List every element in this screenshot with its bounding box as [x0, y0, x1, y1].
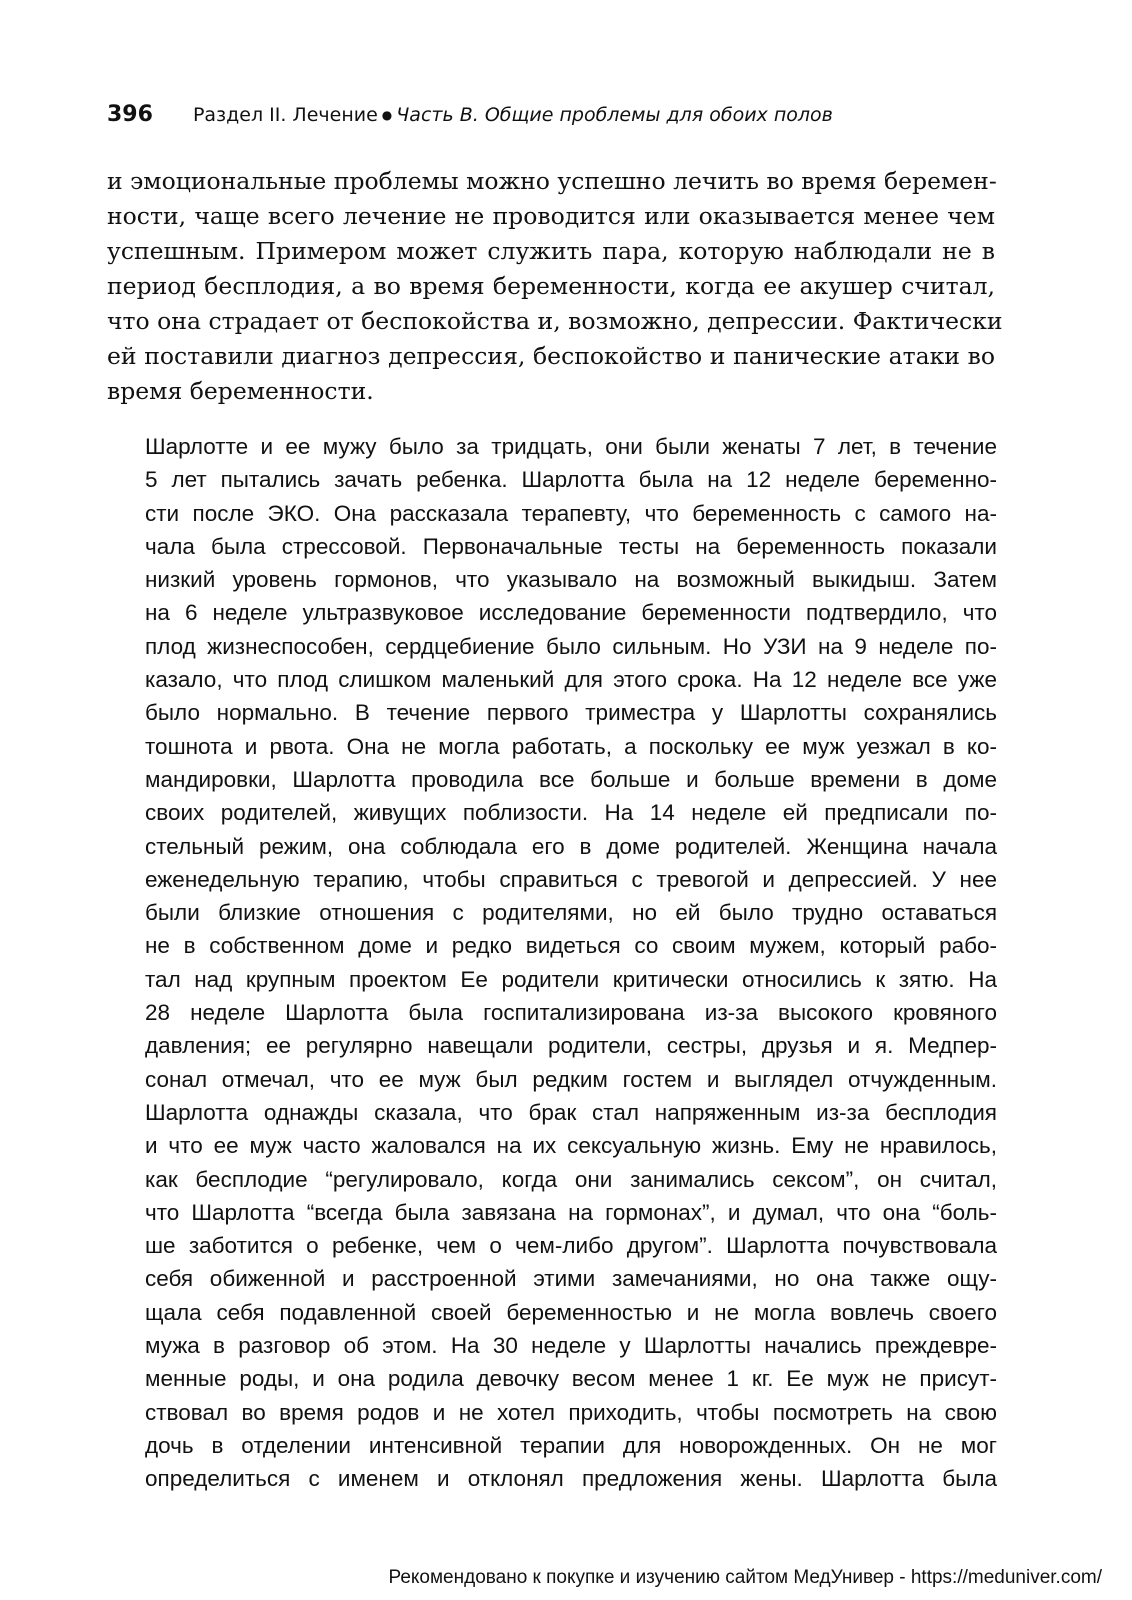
case-text-line: Шарлотта однажды сказала, что брак стал напряженным из-за бесплодия — [145, 1099, 997, 1125]
case-text-line: дочь в отделении интенсивной терапии для новорожденных. Он не мог — [145, 1432, 997, 1458]
case-text-line: как бесплодие “регулировало, когда они занимались сексом”, он считал, — [145, 1166, 997, 1192]
case-text-line: тошнота и рвота. Она не могла работать, а поскольку ее муж уезжал в ко- — [145, 733, 997, 759]
header-separator-icon: ● — [381, 108, 393, 122]
case-text-line: было нормально. В течение первого триместра у Шарлотты сохранялись — [145, 700, 997, 726]
running-header — [107, 100, 1007, 132]
intro-paragraph — [107, 164, 1003, 409]
case-text-line: тал над крупным проектом Ее родители критически относились к зятю. На — [145, 966, 997, 992]
intro-text-line: ей поставили диагноз депрессия, беспокойство и панические атаки во — [107, 342, 995, 370]
case-text-line: себя обиженной и расстроенной этими замечаниями, но она также ощу- — [145, 1266, 997, 1292]
case-text-line: сти после ЭКО. Она рассказала терапевту, что беременность с самого на- — [145, 500, 997, 526]
case-text-line: щала себя подавленной своей беременностью и не могла вовлечь своего — [145, 1299, 997, 1325]
case-text-line: ше заботится о ребенке, чем о чем-либо другом”. Шарлотта почувствовала — [145, 1233, 997, 1259]
case-text-line: Шарлотте и ее мужу было за тридцать, они были женаты 7 лет, в течение — [145, 434, 997, 459]
case-text-line: еженедельную терапию, чтобы справиться с тревогой и депрессией. У нее — [145, 866, 997, 892]
case-text-line: менные роды, и она родила девочку весом менее 1 кг. Ее муж не присут- — [145, 1366, 997, 1392]
page-number: 396 — [107, 102, 153, 127]
intro-text-line: что она страдает от беспокойства и, возможно, депрессии. Фактически — [107, 307, 1003, 335]
case-text-line: казало, что плод слишком маленький для этого срока. На 12 неделе все уже — [145, 667, 997, 693]
intro-text-line: период бесплодия, а во время беременности, когда ее акушер считал, — [107, 272, 995, 300]
intro-text-line: время беременности. — [107, 377, 374, 405]
case-text-line: что Шарлотта “всегда была завязана на гормонах”, и думал, что она “боль- — [145, 1199, 997, 1225]
case-text-line: 28 неделе Шарлотта была госпитализирована из-за высокого кровяного — [145, 1000, 997, 1026]
case-text-line: давления; ее регулярно навещали родители, сестры, друзья и я. Медпер- — [145, 1033, 997, 1059]
case-text-line: своих родителей, живущих поблизости. На 14 неделе ей предписали по- — [145, 800, 997, 826]
intro-text-line: ности, чаще всего лечение не проводится или оказывается менее чем — [107, 202, 995, 230]
intro-text-line: успешным. Примером может служить пара, которую наблюдали не в — [107, 237, 995, 265]
case-text-line: сонал отмечал, что ее муж был редким гостем и выглядел отчужденным. — [145, 1066, 997, 1092]
case-text-line: на 6 неделе ультразвуковое исследование беременности подтвердило, что — [145, 600, 997, 626]
case-text-line: мандировки, Шарлотта проводила все больше и больше времени в доме — [145, 766, 997, 792]
case-text-line: чала была стрессовой. Первоначальные тесты на беременность показали — [145, 533, 997, 559]
case-text-line: низкий уровень гормонов, что указывало на возможный выкидыш. Затем — [145, 567, 997, 593]
case-study-paragraph — [145, 430, 997, 1496]
case-text-line: были близкие отношения с родителями, но ей было трудно оставаться — [145, 900, 997, 926]
footer-recommendation: Рекомендовано к покупке и изучению сайтом МедУнивер - https://meduniver.com/ — [388, 1567, 1102, 1588]
part-title: Часть В. Общие проблемы для обоих полов — [396, 104, 833, 126]
case-text-line: определиться с именем и отклонял предложения жены. Шарлотта была — [145, 1466, 997, 1492]
case-text-line: не в собственном доме и редко видеться со своим мужем, который рабо- — [145, 933, 997, 959]
intro-text-line: и эмоциональные проблемы можно успешно лечить во время беремен- — [107, 167, 997, 195]
case-text-line: стельный режим, она соблюдала его в доме родителей. Женщина начала — [145, 833, 997, 859]
case-text-line: мужа в разговор об этом. На 30 неделе у Шарлотты начались преждевре- — [145, 1333, 997, 1359]
case-text-line: и что ее муж часто жаловался на их сексуальную жизнь. Ему не нравилось, — [145, 1133, 997, 1159]
case-text-line: 5 лет пытались зачать ребенка. Шарлотта была на 12 неделе беременно- — [145, 467, 997, 493]
section-title: Раздел II. Лечение — [192, 104, 378, 126]
case-text-line: плод жизнеспособен, сердцебиение было сильным. Но УЗИ на 9 неделе по- — [145, 633, 997, 659]
case-text-line: ствовал во время родов и не хотел приходить, чтобы посмотреть на свою — [145, 1399, 997, 1425]
